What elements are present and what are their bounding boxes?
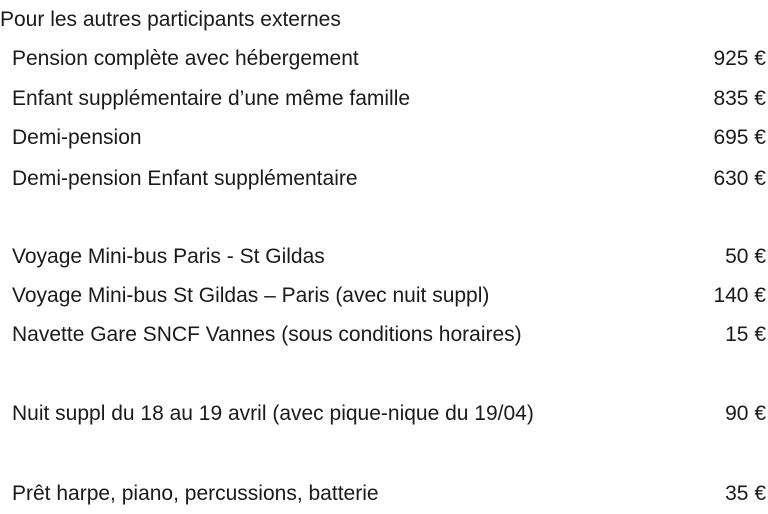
price-row bbox=[12, 164, 766, 194]
item-price: 15 € bbox=[725, 323, 766, 346]
item-label: Navette Gare SNCF Vannes (sous conditions horaires) bbox=[12, 323, 522, 346]
item-price: 140 € bbox=[713, 284, 766, 307]
item-label: Enfant supplémentaire d’une même famille bbox=[12, 87, 411, 110]
item-label: Voyage Mini-bus Paris - St Gildas bbox=[12, 245, 325, 268]
item-price: 630 € bbox=[713, 167, 766, 190]
price-row bbox=[12, 320, 766, 350]
item-label: Demi-pension Enfant supplémentaire bbox=[12, 167, 358, 190]
item-price: 35 € bbox=[725, 482, 766, 505]
item-label: Pension complète avec hébergement bbox=[12, 47, 359, 70]
item-price: 695 € bbox=[713, 126, 766, 149]
price-row bbox=[12, 479, 766, 509]
item-price: 835 € bbox=[713, 87, 766, 110]
item-label: Demi-pension bbox=[12, 126, 142, 149]
item-label: Nuit suppl du 18 au 19 avril (avec pique-nique du 19/04) bbox=[12, 402, 534, 425]
section-heading: Pour les autres participants externes bbox=[0, 8, 341, 31]
item-price: 925 € bbox=[713, 47, 766, 70]
price-row bbox=[12, 44, 766, 74]
item-price: 50 € bbox=[725, 245, 766, 268]
price-row bbox=[12, 281, 766, 311]
price-row bbox=[12, 242, 766, 272]
price-row bbox=[12, 84, 766, 114]
item-label: Voyage Mini-bus St Gildas – Paris (avec nuit suppl) bbox=[12, 284, 490, 307]
item-label: Prêt harpe, piano, percussions, batterie bbox=[12, 482, 379, 505]
item-price: 90 € bbox=[725, 402, 766, 425]
price-row bbox=[12, 123, 766, 153]
price-row bbox=[12, 399, 766, 429]
